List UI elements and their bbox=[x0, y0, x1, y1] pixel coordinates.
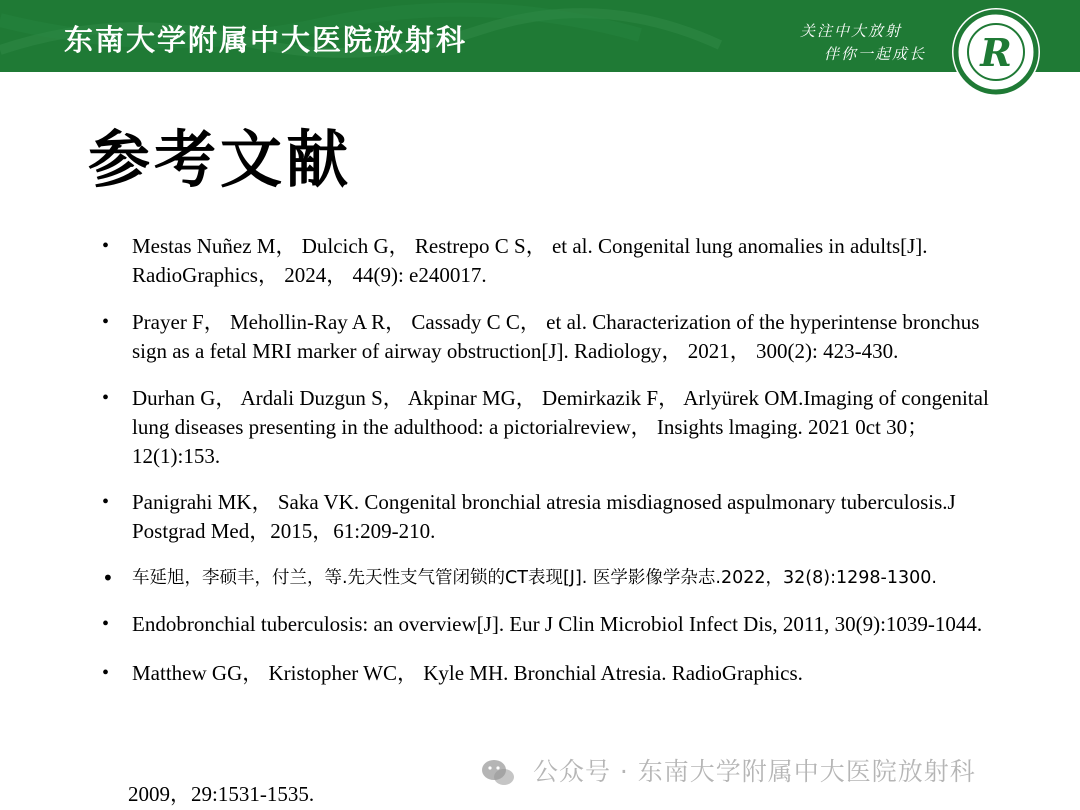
reference-text: Prayer F， Mehollin-Ray A R， Cassady C C， et al. Characterization of the hyperintense bronchus sign as a fetal MRI marker of airway obstruction[J]. Radiology， 2021， 300(2): 423-430. bbox=[132, 310, 980, 363]
bullet-icon: • bbox=[102, 387, 110, 409]
reference-text: Matthew GG， Kristopher WC， Kyle MH. Bronchial Atresia. RadioGraphics. bbox=[132, 661, 803, 685]
reference-item-4 bbox=[100, 488, 1000, 546]
hospital-name: 东南大学附属中大医院放射科 bbox=[64, 23, 468, 57]
reference-list bbox=[100, 232, 1000, 688]
bullet-icon: • bbox=[102, 662, 110, 684]
bullet-icon: • bbox=[102, 311, 110, 333]
reference-7-continuation: 2009，29:1531-1535. bbox=[128, 782, 315, 806]
reference-text: Panigrahi MK， Saka VK. Congenital bronchial atresia misdiagnosed aspulmonary tuberculosis.J Postgrad Med，2015，61:209-210. bbox=[132, 490, 956, 543]
bullet-icon: • bbox=[102, 613, 110, 635]
bullet-icon: • bbox=[102, 235, 110, 257]
reference-text: Mestas Nuñez M， Dulcich G， Restrepo C S， et al. Congenital lung anomalies in adults[J]. RadioGraphics， 2024， 44(9): e240017. bbox=[132, 234, 928, 287]
reference-text: 车延旭，李硕丰，付兰，等.先天性支气管闭锁的CT表现[J]. 医学影像学杂志.2022，32(8):1298-1300. bbox=[132, 568, 937, 588]
reference-item-7 bbox=[100, 659, 1000, 688]
bullet-icon: • bbox=[102, 566, 114, 590]
watermark-text: 公众号 · 东南大学附属中大医院放射科 bbox=[532, 757, 976, 786]
slogan-line-2: 伴你一起成长 bbox=[824, 45, 927, 63]
wechat-icon bbox=[480, 758, 516, 788]
reference-item-1 bbox=[100, 232, 1000, 290]
reference-item-2 bbox=[100, 308, 1000, 366]
logo-letter: R bbox=[980, 30, 1012, 75]
page-title: 参考文献 bbox=[88, 123, 353, 196]
reference-text: Durhan G， Ardali Duzgun S， Akpinar MG， Demirkazik F， Arlyürek OM.Imaging of congenital lung diseases presenting in the adulthood: a pictorialreview， Insights lmaging. 2021 0ct 30；12(1):153. bbox=[132, 386, 989, 468]
watermark bbox=[480, 752, 976, 788]
hospital-logo-icon bbox=[950, 6, 1042, 98]
reference-text: Endobronchial tuberculosis: an overview[J]. Eur J Clin Microbiol Infect Dis, 2011, 30(9):1039-1044. bbox=[132, 612, 983, 636]
reference-item-6 bbox=[100, 610, 1000, 639]
bullet-icon: • bbox=[102, 491, 110, 513]
reference-item-3 bbox=[100, 384, 1000, 471]
header-banner bbox=[0, 0, 1080, 72]
slogan-line-1: 关注中大放射 bbox=[800, 22, 903, 40]
reference-item-5 bbox=[100, 566, 1000, 591]
